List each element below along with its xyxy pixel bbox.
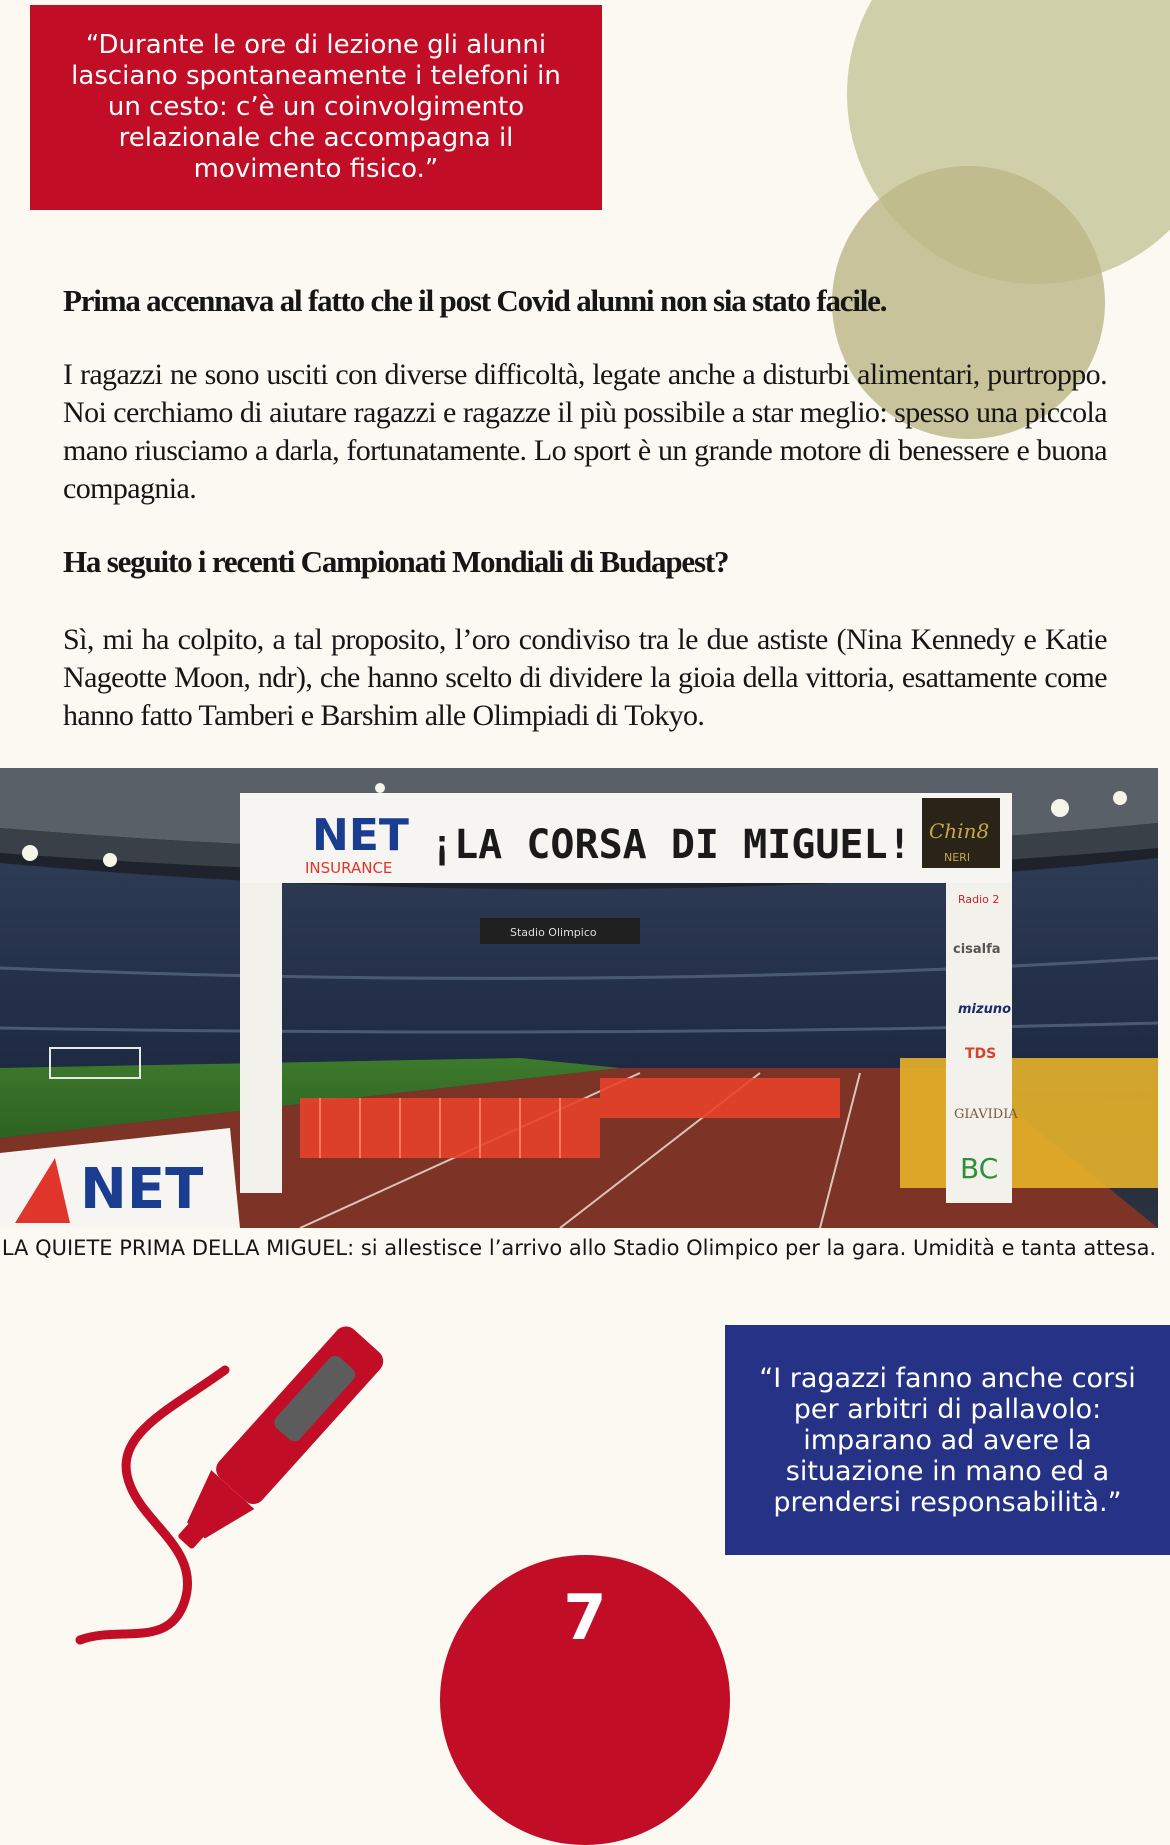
floodlight	[375, 783, 385, 793]
pillar-sponsor: TDS	[965, 1046, 997, 1062]
arch-insurance-logo: INSURANCE	[305, 859, 393, 877]
bottom-banner-net: NET	[80, 1157, 204, 1222]
pull-quote-top	[30, 5, 602, 210]
interview-question-2: Ha seguito i recenti Campionati Mondiali di Budapest?	[63, 544, 729, 579]
arch-left-pillar	[240, 873, 282, 1193]
stadium-photo	[0, 768, 1158, 1228]
pillar-sponsor: Radio 2	[958, 893, 1000, 906]
pillar-sponsor: cisalfa	[953, 942, 1001, 957]
floodlight	[22, 845, 38, 861]
stadium-sign: Stadio Olimpico	[510, 926, 597, 939]
floodlight	[103, 853, 117, 867]
arch-net-logo: NET	[312, 810, 409, 861]
floodlight	[1113, 791, 1127, 805]
neri-logo: NERI	[944, 851, 971, 864]
floodlight	[1051, 799, 1069, 817]
pillar-sponsor: mizuno	[958, 1002, 1012, 1017]
pillar-sponsor: BC	[960, 1152, 999, 1185]
pull-quote-top-text: “Durante le ore di lezione gli alunni lasciano spontaneamente i telefoni in un cesto: c’è un coinvolgimento relazionale che accompagna il movimento fisico.”	[71, 30, 561, 184]
photo-caption: LA QUIETE PRIMA DELLA MIGUEL: si allestisce l’arrivo allo Stadio Olimpico per la gara. Umidità e tanta attesa.	[1, 1236, 1157, 1260]
crayon-icon	[70, 1300, 410, 1660]
interview-answer-2: Sì, mi ha colpito, a tal proposito, l’oro condiviso tra le due astiste (Nina Kennedy e Katie Nageotte Moon, ndr), che hanno scelto di dividere la gioia della vittoria, esattamente come hanno fatto Tamberi e Barshim alle Olimpiadi di Tokyo.	[63, 623, 1107, 732]
page-number: 7	[563, 1581, 607, 1654]
pull-quote-bottom	[725, 1325, 1170, 1555]
pillar-sponsor: GIAVIDIA	[954, 1107, 1018, 1122]
arch-title: ¡LA CORSA DI MIGUEL!	[430, 822, 912, 868]
interview-question-1: Prima accennava al fatto che il post Covid alunni non sia stato facile.	[63, 283, 887, 318]
pull-quote-bottom-text: “I ragazzi fanno anche corsi per arbitri di pallavolo: imparano ad avere la situazione in mano ed a prendersi responsabilità.”	[759, 1362, 1136, 1518]
interview-answer-1: I ragazzi ne sono usciti con diverse difficoltà, legate anche a disturbi alimentari, purtroppo. Noi cerchiamo di aiutare ragazzi e ragazze il più possibile a star meglio: spesso una piccola mano riusciamo a darla, fortunatamente. Lo sport è un grande motore di benessere e buona compagnia.	[63, 358, 1107, 505]
chin8-logo: Chin8	[929, 819, 990, 843]
